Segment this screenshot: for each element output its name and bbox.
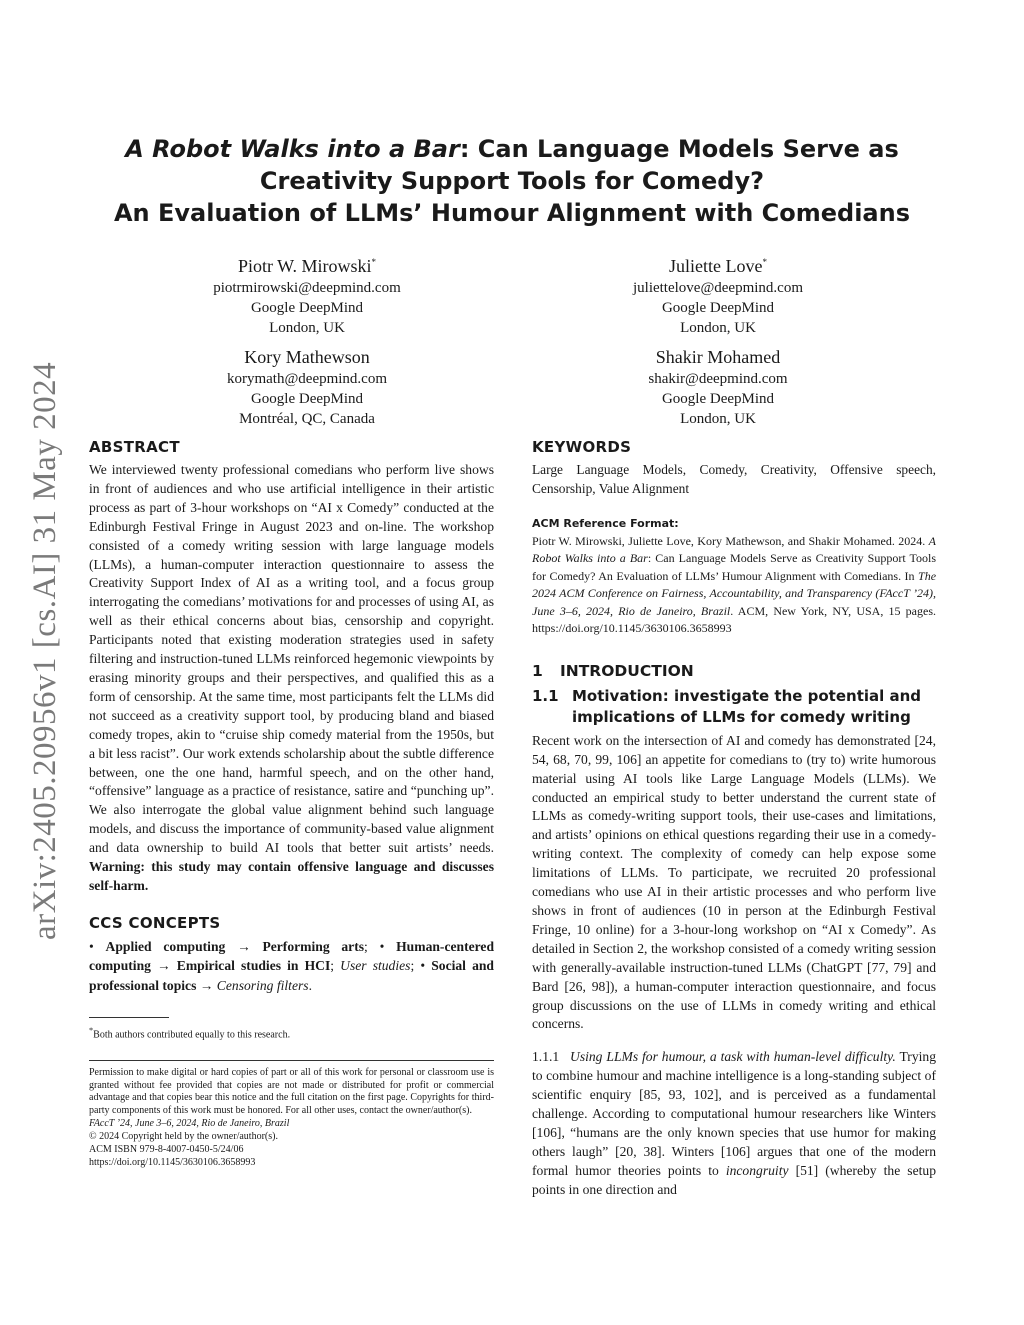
- author-email[interactable]: juliettelove@deepmind.com: [632, 280, 804, 296]
- title-line3: An Evaluation of LLMs’ Humour Alignment with Comedians: [113, 199, 910, 227]
- ccs-separator: ;: [364, 938, 368, 954]
- ccs-arrow: →: [237, 938, 251, 954]
- equal-contribution-mark: *: [371, 257, 377, 267]
- author-location: London, UK: [680, 320, 756, 336]
- ccs-bullet: •: [89, 938, 94, 954]
- intro-paragraph-2-tail: [51] (whereby the setup points in one direction and: [532, 1162, 936, 1197]
- author-email[interactable]: korymath@deepmind.com: [226, 371, 388, 387]
- subsection-heading: [532, 686, 936, 728]
- abstract-warning: Warning: this study may contain offensive language and discusses self-harm.: [89, 859, 494, 893]
- abstract-text: [89, 461, 494, 896]
- ccs-concept: Empirical studies in HCI: [176, 958, 331, 974]
- abstract-body: We interviewed twenty professional comedians who perform live shows in front of audiences and who use artificial intelligence in their artistic process as part of 3-hour workshops on “AI x Comedy” conducted at the Edinburgh Festival Fringe in August 2023 and on-line. The workshop consisted of a comedy writing session with large language models (LLMs), a human-computer interaction questionnaire to assess the Creativity Support Index of AI as a writing tool, and a focus group interrogating the comedians’ motivations for and processes of using AI, as well as their ethical concerns about bias, censorship and copyright. Participants noted that existing moderation strategies used in safety filtering and instruction-tuned LLMs reinforced hegemonic viewpoints by erasing minority groups and their perspectives, and qualified this as a form of censorship. At the same time, most participants felt the LLMs did not succeed as a creativity support tool, by producing bland and biased comedy tropes, akin to “cruise ship comedy material from the 1950s, but a bit less racist”. Our work extends scholarship about the subtle difference between, one the one hand, harmful speech, and on the other hand, “offensive” language as a practice of resistance, satire and “punching up”. We also interrogate the global value alignment behind such language models, and discuss the importance of community-based value alignment and data ownership to build AI tools that better suit artists’ needs.: [89, 462, 494, 856]
- author-org: Google DeepMind: [250, 300, 364, 316]
- subsubsection-heading: [532, 1049, 896, 1064]
- ccs-bullet: •: [379, 938, 385, 954]
- acm-ref-venue: The 2024 ACM Conference on Fairness, Accountability, and Transparency (FAccT ’24), June 3–6, 2024, Rio de Janeiro, Brazil: [532, 568, 937, 618]
- author-email[interactable]: piotrmirowski@deepmind.com: [213, 280, 401, 296]
- ccs-arrow: →: [157, 958, 171, 974]
- keywords-text: Large Language Models, Comedy, Creativity, Offensive speech, Censorship, Value Alignment: [532, 462, 936, 496]
- left-column: [89, 438, 494, 1170]
- footnote: [89, 1024, 494, 1041]
- author-block-2: [568, 250, 868, 338]
- ccs-concept: Performing arts: [262, 938, 365, 954]
- acm-ref-title: : Can Language Models Serve as Creativity Support Tools for Comedy? An Evaluation of LLMs’ Humour Alignment with Comedians. In: [532, 551, 937, 583]
- equal-contribution-mark: *: [762, 257, 767, 267]
- intro-paragraph-2-text: Trying to combine humour and machine intelligence is a long-standing subject of scientific enquiry [85, 93, 102], and is perceived as a fundamental challenge. According to computational humour researchers like Winters [106], “humans are the only known species that use humor for making others laugh” [20, 38]. Winters [106] argues that one of the modern formal humor theories points to: [532, 1049, 937, 1178]
- permission-text: Permission to make digital or hard copies of part or all of this work for personal or classroom use is granted without fee provided that copies are not made or distributed for profit or commercial advantage and that copies bear this notice and the full citation on the first page. Copyrights for third-party components of this work must be honored. For all other uses, contact the owner/author(s).: [89, 1066, 494, 1117]
- intro-paragraph-2: [532, 1048, 936, 1199]
- ccs-concept: User studies: [340, 958, 411, 974]
- section-title: INTRODUCTION: [560, 661, 694, 680]
- paper-title: [90, 133, 934, 229]
- acm-reference-heading: ACM Reference Format:: [532, 516, 679, 530]
- ccs-separator: ;: [330, 958, 335, 974]
- ccs-bullet: •: [420, 958, 426, 974]
- footnote-mark: *: [89, 1026, 94, 1036]
- ccs-heading: CCS CONCEPTS: [89, 913, 221, 932]
- keywords-heading: KEYWORDS: [532, 438, 632, 456]
- footnote-text: Both authors contributed equally to this research.: [93, 1029, 291, 1041]
- ccs-end: .: [308, 977, 312, 993]
- subsubsection-number: 1.1.1: [532, 1049, 560, 1065]
- author-email[interactable]: shakir@deepmind.com: [648, 371, 788, 387]
- title-line1: : Can Language Models Serve as: [459, 135, 899, 163]
- acm-ref-title-italic: A Robot Walks into a Bar: [532, 533, 937, 566]
- isbn-line: ACM ISBN 979-8-4007-0450-5/24/06: [89, 1144, 244, 1156]
- acm-reference: [532, 533, 936, 638]
- acm-ref-authors: Piotr W. Mirowski, Juliette Love, Kory Mathewson, and Shakir Mohamed. 2024.: [532, 533, 926, 548]
- footnote-divider: [89, 1017, 169, 1018]
- permission-divider: [89, 1060, 494, 1061]
- author-org: Google DeepMind: [661, 391, 775, 407]
- author-org: Google DeepMind: [250, 391, 364, 407]
- incongruity-term: incongruity: [725, 1162, 789, 1178]
- subsubsection-title: Using LLMs for humour, a task with human-level difficulty.: [570, 1049, 896, 1065]
- copyright-line: © 2024 Copyright held by the owner/author(s).: [89, 1131, 278, 1143]
- doi-link[interactable]: https://doi.org/10.1145/3630106.3658993: [89, 1157, 256, 1169]
- author-name: Piotr W. Mirowski: [237, 256, 372, 276]
- ccs-concept: Censoring filters: [216, 977, 309, 993]
- introduction-heading: [532, 662, 936, 680]
- author-name: Shakir Mohamed: [655, 347, 781, 367]
- arxiv-identifier: arXiv:2405.20956v1 [cs.AI] 31 May 2024: [27, 361, 63, 940]
- intro-paragraph-1: Recent work on the intersection of AI and comedy has demonstrated [24, 54, 68, 70, 99, 106] an appetite for comedians to (try to) write humorous material using AI tools like Large Language Models (LLMs). We conducted an empirical study to better understand the current state of LLMs as comedy-writing support tools, their use-cases and limitations, and artists’ opinions on ethical questions regarding their use in a comedy-writing context. The complexity of comedy can help expose some limitations of LLMs. To participate, we recruited 20 professional comedians who use AI in their artistic processes and who perform live shows in front of audiences (10 in person at the Edinburgh Festival Fringe, 10 online) for a 3-hour-long workshop on “AI x Comedy”. As detailed in Section 2, the workshop consisted of a comedy writing session with generally-available instruction-tuned LLMs (ChatGPT [77, 79] and Bard [26, 98]), a human-computer interaction questionnaire, and focus group discussions on the use of LLMs in comedy writing and ethical concerns.: [532, 732, 936, 1032]
- subsection-number: 1.1: [532, 686, 559, 705]
- author-location: Montréal, QC, Canada: [239, 411, 375, 427]
- right-column: [532, 438, 936, 1200]
- acm-ref-tail: . ACM, New York, NY, USA, 15 pages. https://doi.org/10.1145/3630106.3658993: [532, 603, 936, 636]
- ccs-concepts: [89, 937, 494, 996]
- author-location: London, UK: [680, 411, 756, 427]
- author-block-1: [157, 250, 457, 338]
- ccs-concept: Human-centered computing: [89, 938, 495, 974]
- title-italic: A Robot Walks into a Bar: [125, 135, 460, 163]
- author-name: Kory Mathewson: [244, 347, 370, 367]
- author-org: Google DeepMind: [661, 300, 775, 316]
- abstract-heading: ABSTRACT: [89, 438, 180, 456]
- title-line2: Creativity Support Tools for Comedy?: [259, 167, 765, 195]
- section-number: 1: [532, 661, 543, 680]
- permission-notice: [89, 1067, 494, 1170]
- ccs-concept: Social and professional topics: [89, 958, 494, 993]
- subsection-title: Motivation: investigate the potential and implications of LLMs for comedy writing: [572, 686, 922, 726]
- ccs-concept: Applied computing: [105, 938, 226, 954]
- author-name: Juliette Love: [669, 256, 763, 276]
- ccs-arrow: →: [199, 977, 214, 993]
- author-block-3: [157, 345, 457, 429]
- venue-line: FAccT ’24, June 3–6, 2024, Rio de Janeiro, Brazil: [89, 1118, 290, 1130]
- author-block-4: [568, 345, 868, 429]
- author-location: London, UK: [269, 320, 345, 336]
- ccs-separator: ;: [410, 958, 415, 974]
